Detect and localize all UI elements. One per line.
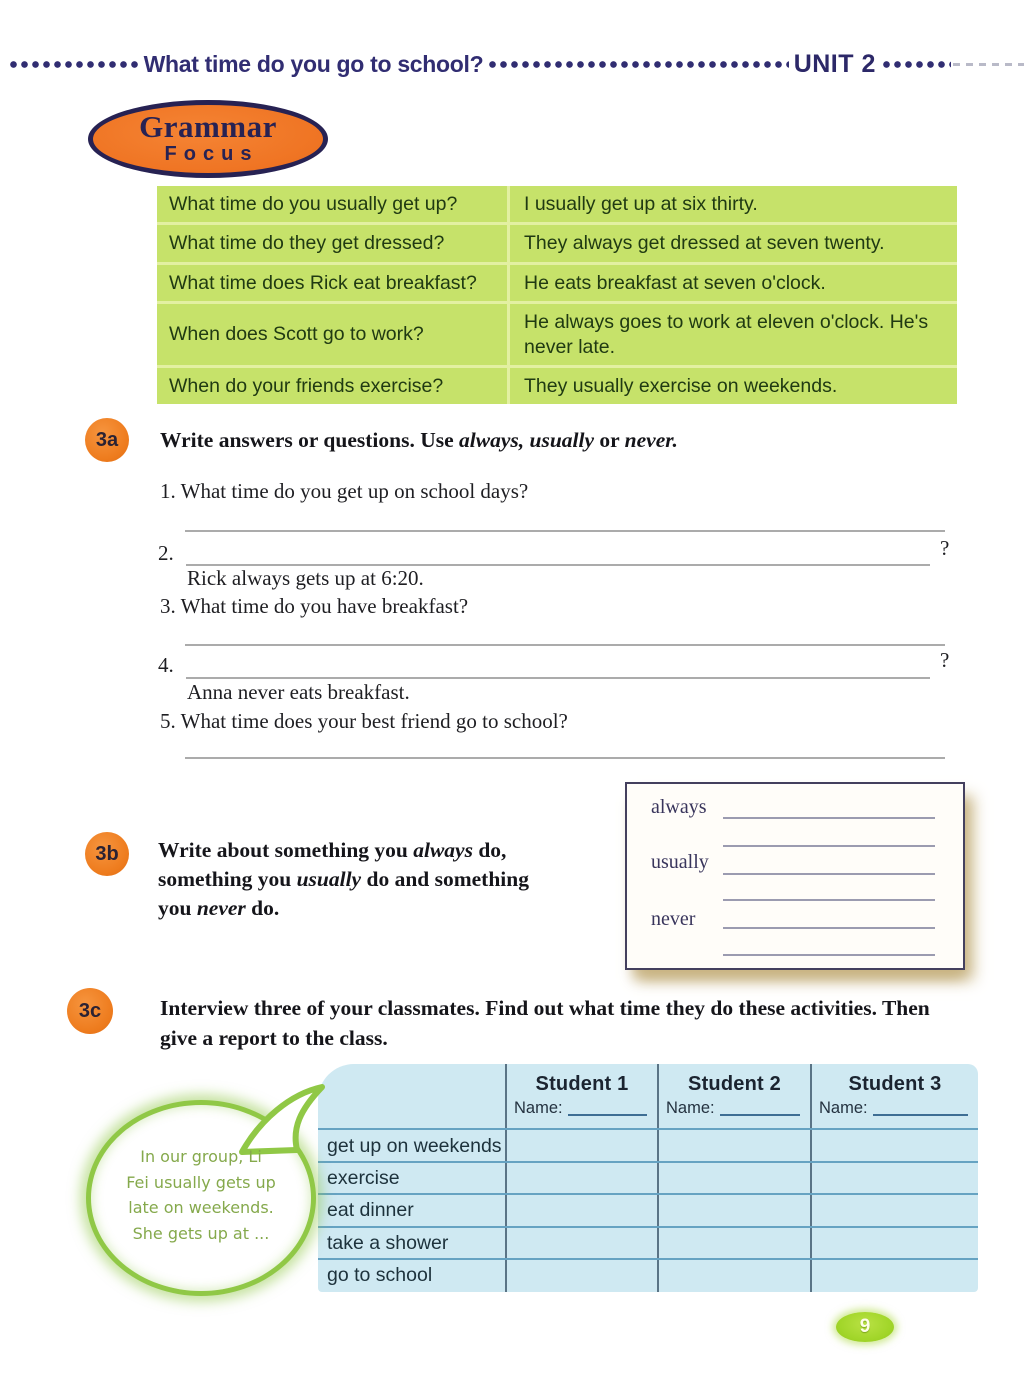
grammar-answer: I usually get up at six thirty. [507,186,957,222]
student-2-header [659,1064,810,1128]
answer-2-prompt: Rick always gets up at 6:20. [187,566,424,590]
grammar-focus-badge [88,100,328,178]
student-2-name-row [659,1097,810,1119]
section-3b-badge: 3b [85,832,129,876]
activity-row: eat dinner [327,1199,414,1221]
table-horizontal-divider [318,1128,978,1130]
writing-line [723,845,935,847]
bubble-line: Fei usually gets up [126,1172,276,1192]
section-3c-badge: 3c [67,988,113,1034]
question-1-number: 1. [160,479,176,503]
writing-line [723,899,935,901]
activity-row: go to school [327,1264,433,1286]
question-3-text: What time do you have breakfast? [180,594,469,618]
activity-row: get up on weekends [327,1135,502,1157]
student-3-title: Student 3 [848,1073,942,1095]
grammar-question: What time do you usually get up? [169,193,458,215]
activity-row: exercise [327,1167,400,1189]
writing-line [723,873,935,875]
interview-table [318,1064,978,1292]
question-4-number: 4. [158,653,174,677]
section-3a-title: Write answers or questions. Use always, usually or never. [160,428,678,452]
writing-line [723,954,935,956]
page-header [8,48,1024,80]
name-blank-line [873,1114,968,1116]
grammar-focus-line1: Grammar [139,109,277,144]
answer-4-prompt: Anna never eats breakfast. [187,680,410,704]
question-5-text: What time does your best friend go to school? [180,709,568,733]
name-label: Name: [514,1099,563,1117]
section-3c-title: Interview three of your classmates. Find out what time they do these activities. Then give a report to the class. [160,996,930,1050]
grammar-focus-line2: Focus [164,143,259,165]
header-title: What time do you go to school? [143,50,484,77]
grammar-question: When do your friends exercise? [169,374,444,397]
grammar-answer: He eats breakfast at seven o'clock. [507,265,957,301]
header-dashes [953,63,1024,66]
student-3-name-row [812,1097,978,1119]
grammar-question: What time do they get dressed? [169,232,445,255]
grammar-answer: He always goes to work at eleven o'clock. He's never late. [507,304,957,365]
grammar-row [157,304,957,368]
activity-row: take a shower [327,1232,449,1254]
question-5 [160,708,568,734]
name-label: Name: [819,1099,868,1117]
page-number-badge [836,1312,894,1342]
grammar-row [157,186,957,225]
label-never: never [651,908,696,930]
student-1-name-row [507,1097,657,1119]
grammar-question: When does Scott go to work? [169,323,424,346]
grammar-row [157,225,957,264]
grammar-table [157,186,957,404]
question-1-text: What time do you get up on school days? [180,479,529,503]
unit-label: UNIT 2 [793,49,876,78]
student-1-title: Student 1 [535,1073,629,1095]
student-3-header [812,1064,978,1128]
speech-bubble [86,1100,316,1296]
answer-line-3 [185,644,945,646]
name-blank-line [720,1114,800,1116]
grammar-row [157,368,957,404]
grammar-answer: They usually exercise on weekends. [507,368,957,404]
question-3-number: 3. [160,594,176,618]
header-dots-right [881,61,952,68]
student-2-title: Student 2 [688,1073,781,1095]
answer-line-5 [185,757,945,759]
writing-line [723,817,935,819]
bubble-line: In our group, Li [140,1147,262,1166]
speech-bubble-text [86,1144,316,1246]
question-2-number: 2. [158,541,174,565]
label-usually: usually [651,851,709,873]
grammar-answer: They always get dressed at seven twenty. [507,225,957,261]
grammar-row [157,265,957,304]
question-3 [160,593,468,619]
adverb-writing-box [625,782,965,970]
question-2-mark: ? [940,536,950,560]
header-dots-middle [487,61,788,68]
bubble-line: late on weekends. [128,1198,274,1217]
section-3a-badge: 3a [85,418,129,462]
section-3b-title: Write about something you always do, something you usually do and something you never do. [158,838,529,920]
question-5-number: 5. [160,709,176,733]
bubble-line: She gets up at ... [132,1223,270,1243]
header-dots-left [8,61,140,68]
name-blank-line [568,1114,647,1116]
answer-line-1 [185,530,945,532]
question-1 [160,478,528,504]
writing-line [723,927,935,929]
name-label: Name: [666,1099,715,1117]
page-number: 9 [859,1316,871,1337]
question-4-mark: ? [940,648,950,672]
grammar-question: What time does Rick eat breakfast? [169,271,477,294]
label-always: always [651,796,707,818]
student-1-header [507,1064,657,1128]
